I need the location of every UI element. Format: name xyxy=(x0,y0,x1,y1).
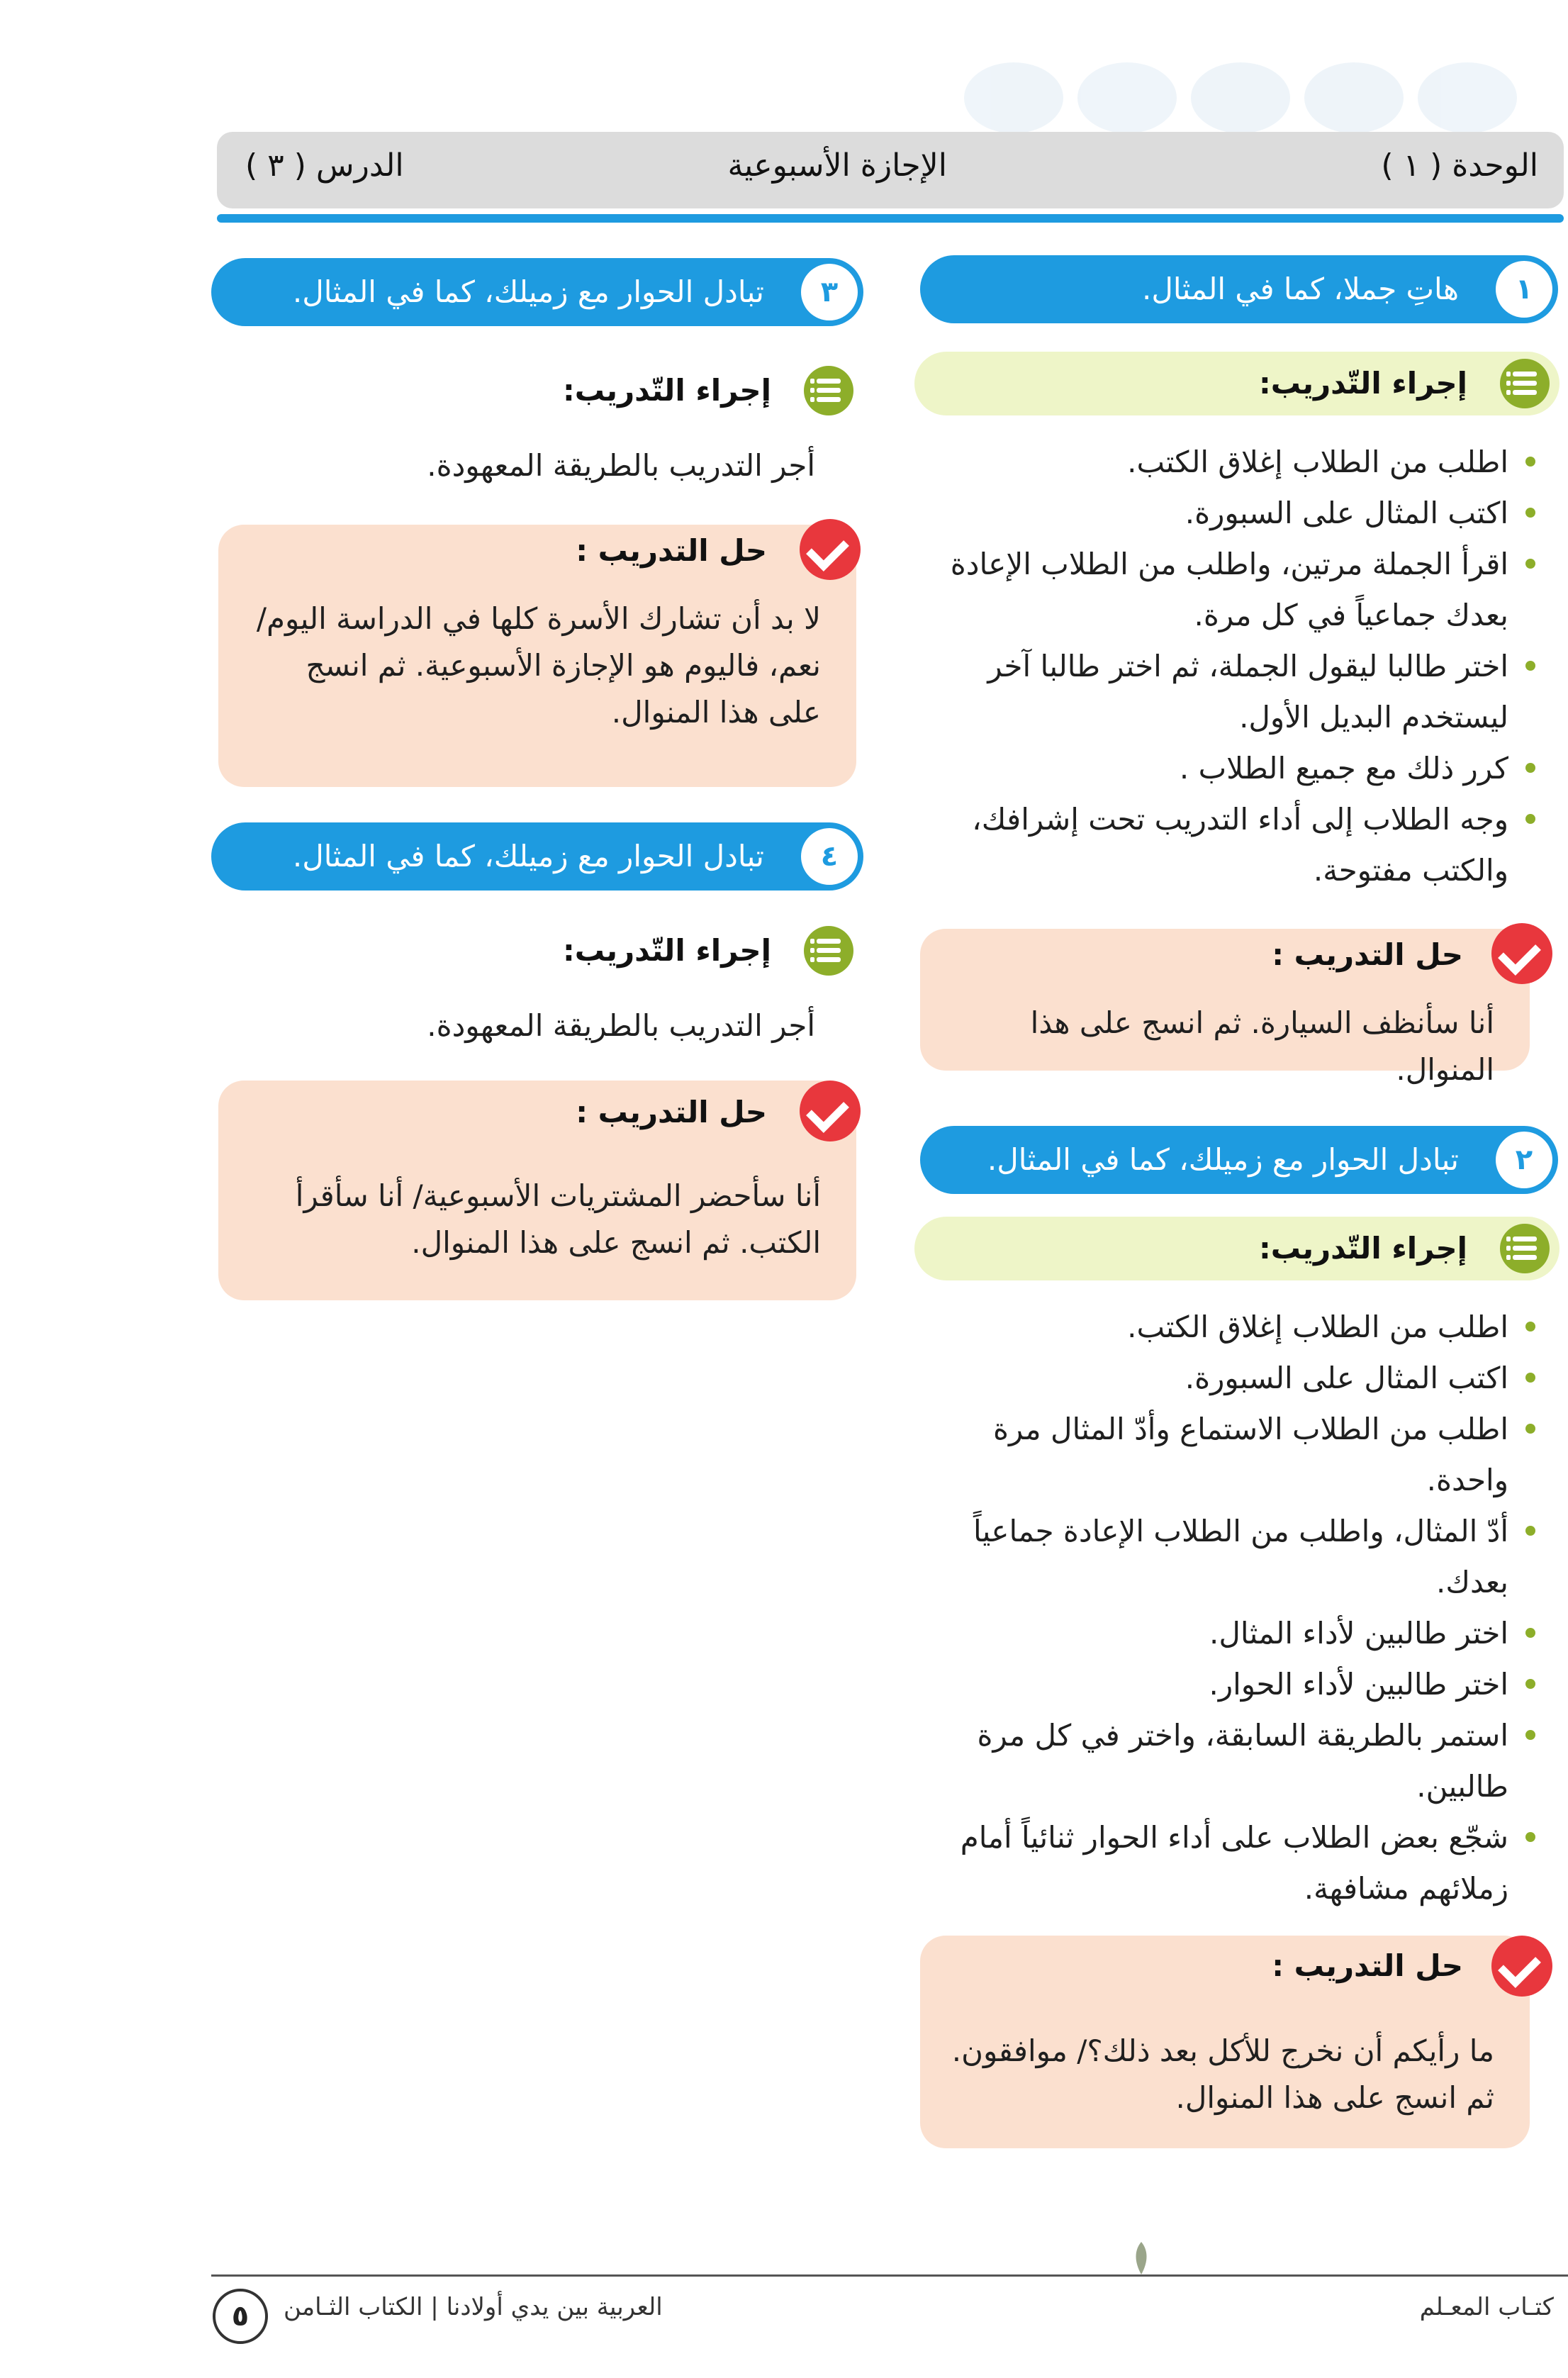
section-2-steps xyxy=(914,1302,1538,1914)
page-header xyxy=(217,132,1564,208)
procedure-bar xyxy=(914,1217,1559,1280)
list-item: اقرأ الجملة مرتين، واطلب من الطلاب الإعادة بعدك جماعياً في كل مرة. xyxy=(914,539,1538,641)
list-item: اختر طالبا ليقول الجملة، ثم اختر طالبا آخر ليستخدم البديل الأول. xyxy=(914,641,1538,743)
section-3-title-bar xyxy=(211,258,863,326)
solution-text: ما رأيكم أن نخرج للأكل بعد ذلك؟/ موافقون. ثم انسج على هذا المنوال. xyxy=(951,2033,1494,2115)
section-title: تبادل الحوار مع زميلك، كما في المثال. xyxy=(292,839,764,873)
procedure-bar xyxy=(218,919,863,983)
section-number-badge: ٣ xyxy=(801,264,858,320)
footer-divider xyxy=(211,2274,1568,2277)
list-item: اكتب المثال على السبورة. xyxy=(914,488,1538,539)
section-2-title-bar xyxy=(920,1126,1558,1194)
procedure-bar xyxy=(218,359,863,423)
solution-text: لا بد أن تشارك الأسرة كلها في الدراسة اليوم/ نعم، فاليوم هو الإجازة الأسبوعية. ثم انسج على هذا المنوال. xyxy=(256,601,821,730)
section-number-badge: ٤ xyxy=(801,828,858,885)
section-title: تبادل الحوار مع زميلك، كما في المثال. xyxy=(987,1142,1459,1177)
solution-text: أنا سأحضر المشتريات الأسبوعية/ أنا سأقرأ الكتب. ثم انسج على هذا المنوال. xyxy=(295,1178,821,1260)
footer-series-label: العربية بين يدي أولادنا | الكتاب الثـامن xyxy=(284,2293,663,2321)
solution-label: حل التدريب : xyxy=(576,533,767,568)
checkmark-icon xyxy=(800,1081,861,1141)
list-icon xyxy=(1500,1224,1550,1273)
section-1-title-bar xyxy=(920,255,1558,323)
section-4-title-bar xyxy=(211,822,863,891)
list-icon xyxy=(1500,359,1550,408)
section-title: تبادل الحوار مع زميلك، كما في المثال. xyxy=(292,274,764,309)
procedure-text: أجر التدريب بالطريقة المعهودة. xyxy=(427,448,815,483)
page-title: الإجازة الأسبوعية xyxy=(727,147,947,184)
solution-text: أنا سأنظف السيارة. ثم انسج على هذا المنوال. xyxy=(1030,1005,1494,1087)
unit-label: الوحدة ( ١ ) xyxy=(1381,147,1538,184)
section-number-badge: ٢ xyxy=(1496,1132,1552,1188)
section-1-steps xyxy=(914,437,1538,896)
procedure-bar xyxy=(914,352,1559,415)
procedure-label: إجراء التّدريب: xyxy=(562,933,771,968)
ornament-icon xyxy=(1127,2240,1155,2276)
footer-book-label: كتـاب المعـلم xyxy=(1419,2293,1554,2321)
list-item: اطلب من الطلاب الاستماع وأدّ المثال مرة واحدة. xyxy=(914,1404,1538,1506)
procedure-label: إجراء التّدريب: xyxy=(1258,1231,1467,1266)
procedure-text: أجر التدريب بالطريقة المعهودة. xyxy=(427,1008,815,1043)
header-divider xyxy=(217,214,1564,223)
checkmark-icon xyxy=(800,519,861,580)
list-item: اطلب من الطلاب إغلاق الكتب. xyxy=(914,1302,1538,1353)
checkmark-icon xyxy=(1491,1936,1552,1997)
procedure-label: إجراء التّدريب: xyxy=(1258,366,1467,401)
solution-label: حل التدريب : xyxy=(1272,1948,1463,1983)
checkmark-icon xyxy=(1491,923,1552,984)
list-item: اختر طالبين لأداء الحوار. xyxy=(914,1659,1538,1710)
procedure-label: إجراء التّدريب: xyxy=(562,373,771,408)
section-number-badge: ١ xyxy=(1496,261,1552,318)
list-item: كرر ذلك مع جميع الطلاب . xyxy=(914,743,1538,794)
list-item: اكتب المثال على السبورة. xyxy=(914,1353,1538,1404)
list-icon xyxy=(804,926,853,976)
background-number-pattern xyxy=(922,62,1517,140)
page-number: ٥ xyxy=(213,2289,268,2344)
list-icon xyxy=(804,366,853,415)
list-item: اطلب من الطلاب إغلاق الكتب. xyxy=(914,437,1538,488)
solution-label: حل التدريب : xyxy=(576,1095,767,1129)
list-item: أدّ المثال، واطلب من الطلاب الإعادة جماعياً بعدك. xyxy=(914,1506,1538,1608)
list-item: وجه الطلاب إلى أداء التدريب تحت إشرافك، والكتب مفتوحة. xyxy=(914,794,1538,896)
list-item: اختر طالبين لأداء المثال. xyxy=(914,1608,1538,1659)
solution-label: حل التدريب : xyxy=(1272,937,1463,972)
section-title: هاتِ جملا، كما في المثال. xyxy=(1142,272,1459,306)
list-item: استمر بالطريقة السابقة، واختر في كل مرة طالبين. xyxy=(914,1710,1538,1812)
list-item: شجّع بعض الطلاب على أداء الحوار ثنائياً أمام زملائهم مشافهة. xyxy=(914,1812,1538,1914)
lesson-label: الدرس ( ٣ ) xyxy=(245,147,404,184)
